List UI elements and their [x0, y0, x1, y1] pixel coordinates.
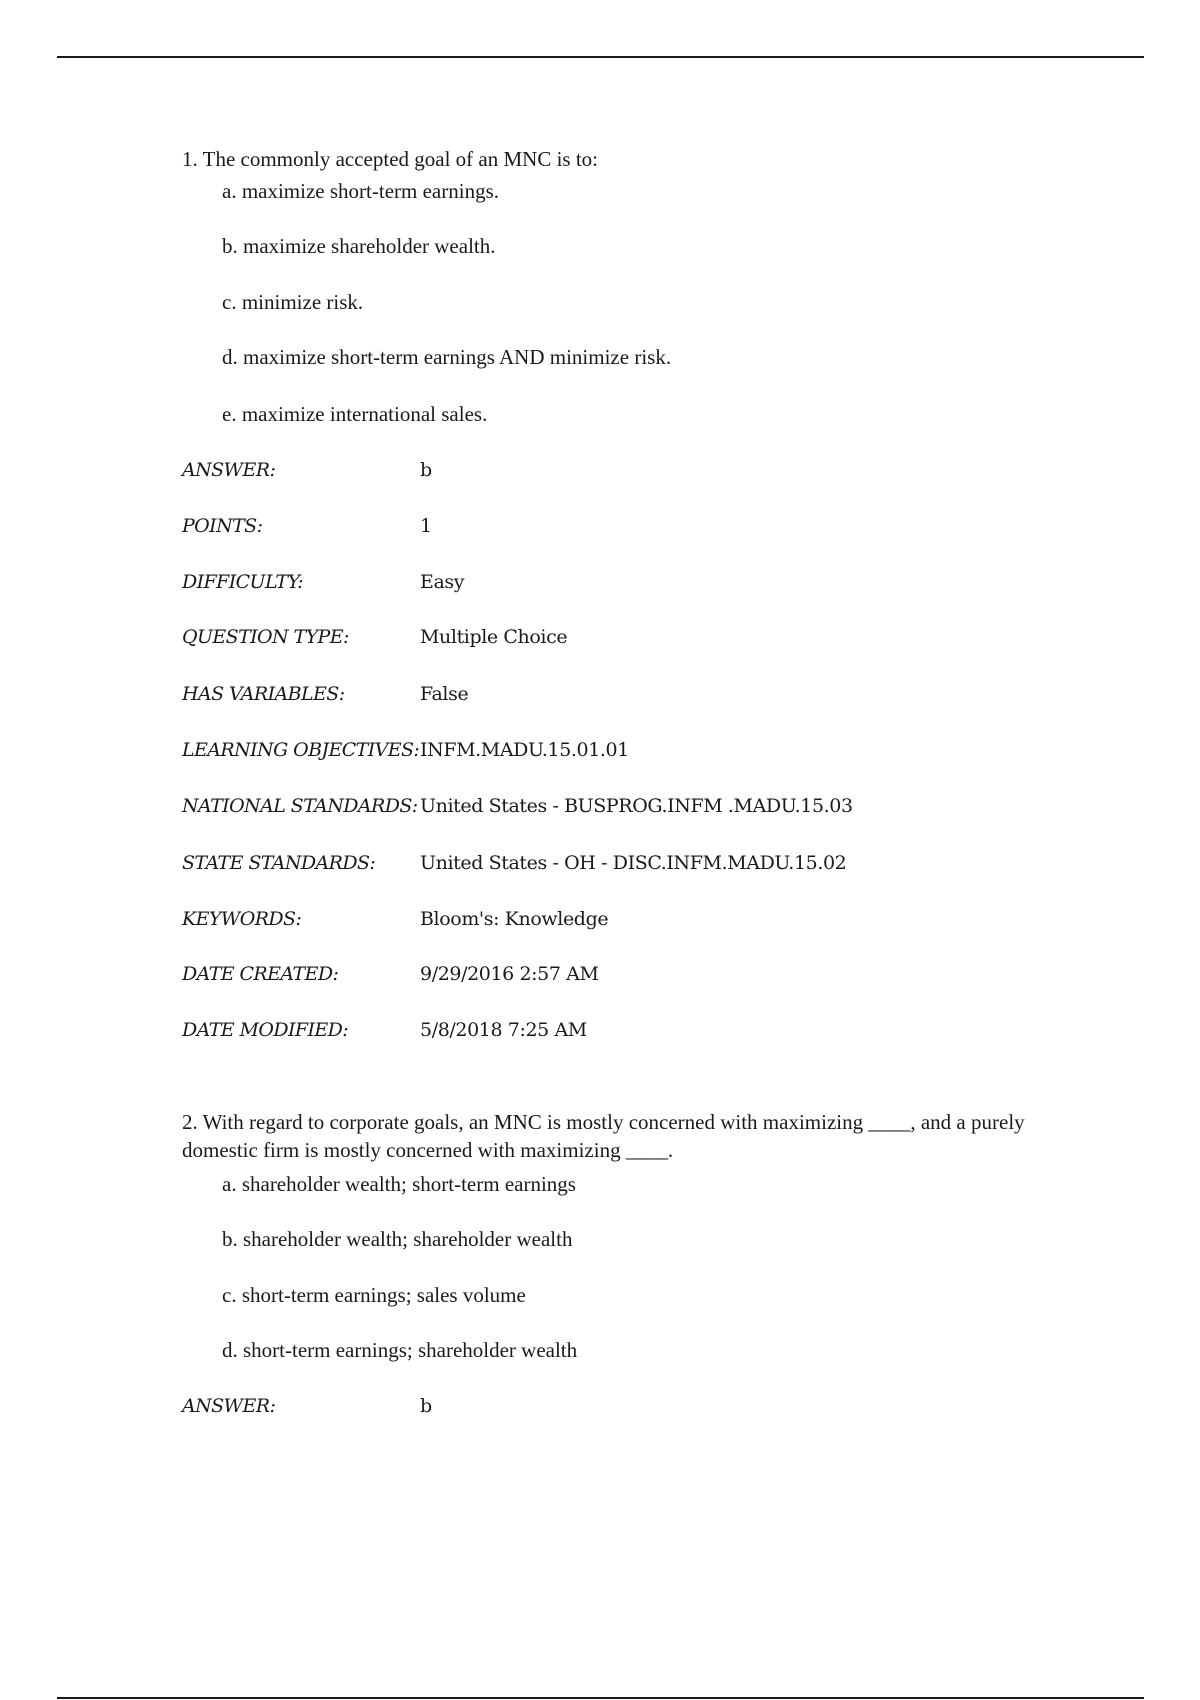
question-1-stem: 1. The commonly accepted goal of an MNC is to:	[182, 147, 599, 171]
state-standards-label: STATE STANDARDS:	[182, 852, 376, 874]
points-label: POINTS:	[182, 515, 263, 537]
date-created-label: DATE CREATED:	[182, 963, 339, 985]
date-created-value: 9/29/2016 2:57 AM	[420, 963, 599, 985]
question-2-option-d: d. short-term earnings; shareholder wealth	[222, 1338, 578, 1362]
question-2-option-b: b. shareholder wealth; shareholder wealth	[222, 1227, 573, 1251]
question-type-label: QUESTION TYPE:	[182, 626, 349, 648]
learning-objectives-value: INFM.MADU.15.01.01	[420, 739, 629, 761]
learning-objectives-label: LEARNING OBJECTIVES:	[182, 739, 420, 761]
date-modified-label: DATE MODIFIED:	[182, 1019, 349, 1041]
keywords-label: KEYWORDS:	[182, 908, 302, 930]
difficulty-value: Easy	[420, 571, 465, 593]
answer-label: ANSWER:	[182, 459, 276, 481]
answer-label: ANSWER:	[182, 1395, 276, 1417]
bottom-rule	[57, 1697, 1144, 1699]
answer-value: b	[420, 1395, 432, 1417]
top-rule	[57, 56, 1144, 58]
national-standards-label: NATIONAL STANDARDS:	[182, 795, 418, 817]
question-1-option-b: b. maximize shareholder wealth.	[222, 234, 496, 258]
points-value: 1	[420, 515, 432, 537]
answer-value: b	[420, 459, 432, 481]
state-standards-value: United States - OH - DISC.INFM.MADU.15.02	[420, 852, 847, 874]
question-1-option-e: e. maximize international sales.	[222, 402, 488, 426]
national-standards-value: United States - BUSPROG.INFM .MADU.15.03	[420, 795, 853, 817]
question-2-stem: 2. With regard to corporate goals, an MNC is mostly concerned with maximizing ____, and a purely domestic firm is mostly concerned with maximizing ____.	[182, 1110, 1025, 1162]
question-2-option-c: c. short-term earnings; sales volume	[222, 1283, 526, 1307]
question-1-option-a: a. maximize short-term earnings.	[222, 179, 499, 203]
date-modified-value: 5/8/2018 7:25 AM	[420, 1019, 587, 1041]
question-type-value: Multiple Choice	[420, 626, 568, 648]
question-2-option-a: a. shareholder wealth; short-term earnings	[222, 1172, 576, 1196]
question-1-option-d: d. maximize short-term earnings AND minimize risk.	[222, 345, 672, 369]
keywords-value: Bloom's: Knowledge	[420, 908, 609, 930]
has-variables-label: HAS VARIABLES:	[182, 683, 345, 705]
question-1-option-c: c. minimize risk.	[222, 290, 364, 314]
difficulty-label: DIFFICULTY:	[182, 571, 303, 593]
has-variables-value: False	[420, 683, 469, 705]
